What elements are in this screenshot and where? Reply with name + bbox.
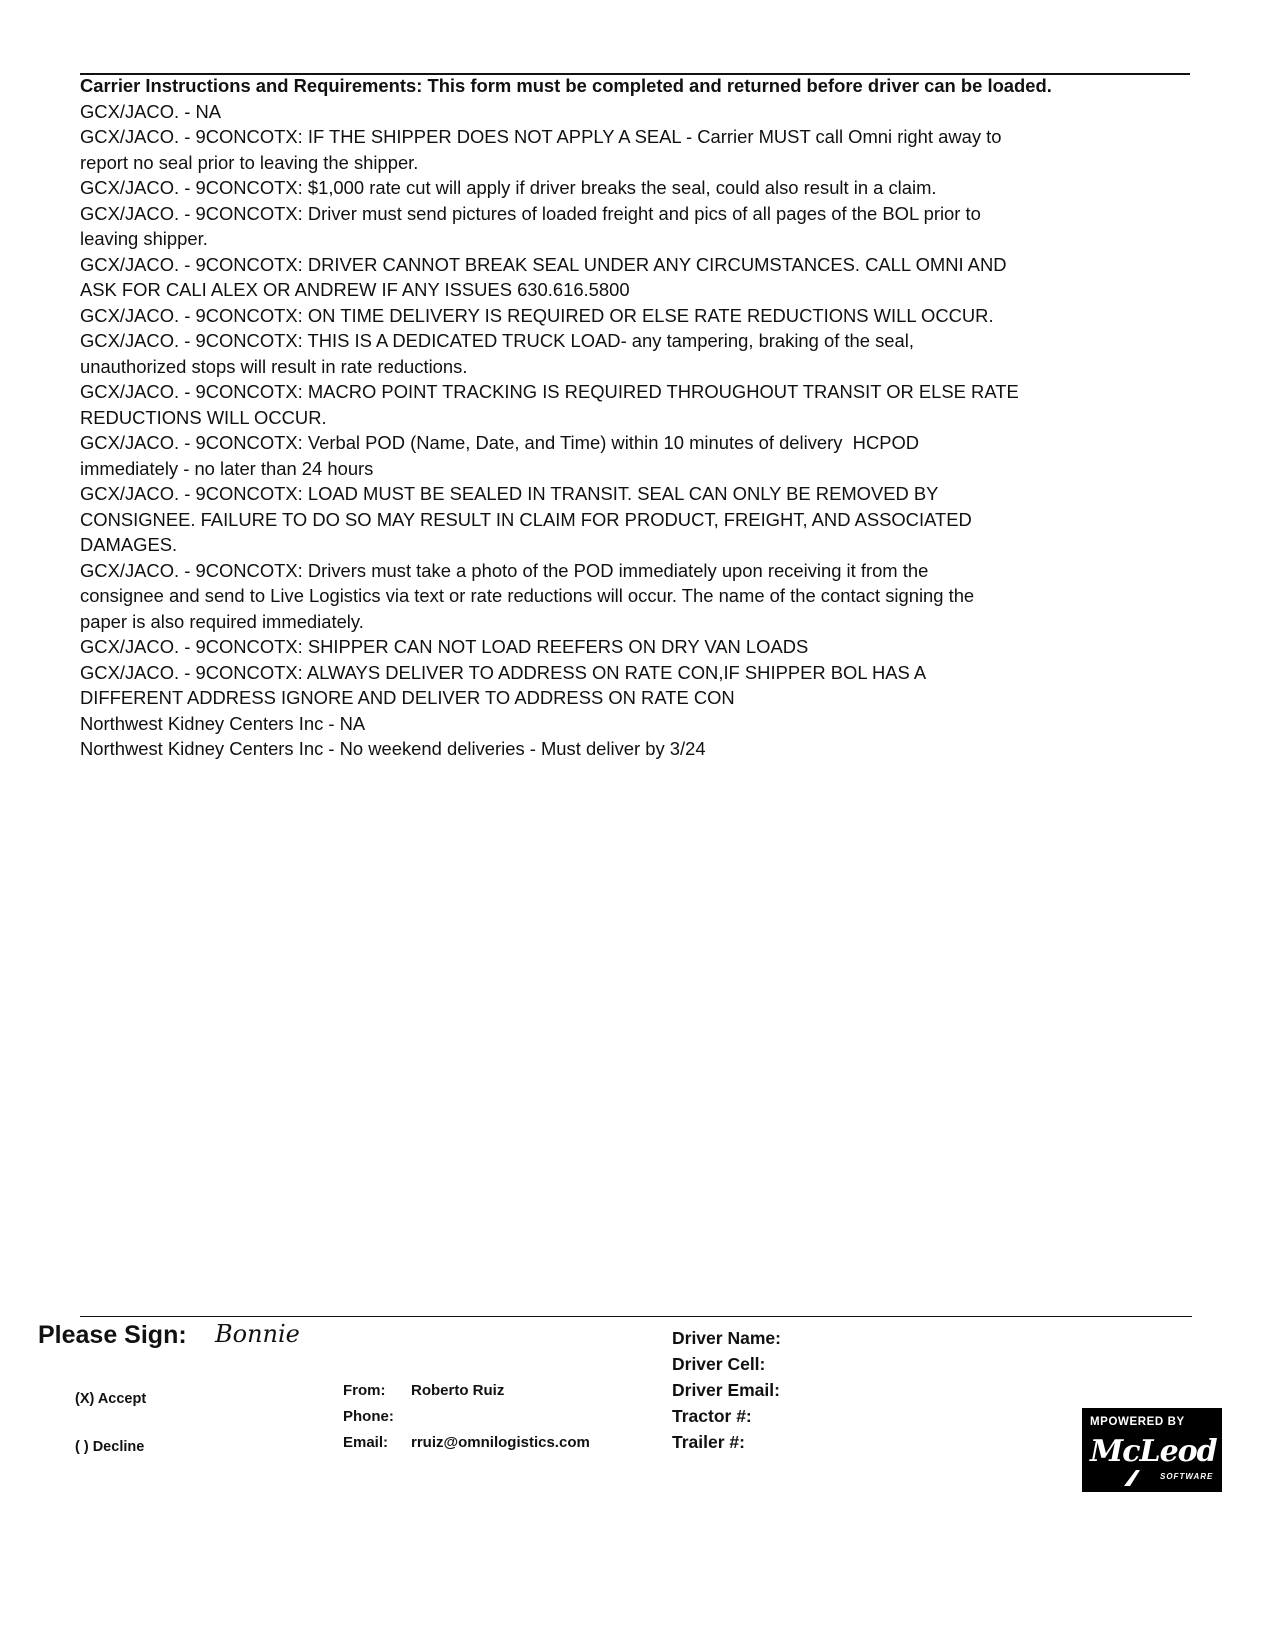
instruction-line: ASK FOR CALI ALEX OR ANDREW IF ANY ISSUES 630.616.5800 <box>80 279 630 300</box>
from-row <box>343 1378 590 1404</box>
phone-row <box>343 1404 590 1430</box>
carrier-instructions <box>80 73 1200 762</box>
instruction-line: Northwest Kidney Centers Inc - No weekend deliveries - Must deliver by 3/24 <box>80 738 706 759</box>
instruction-line: REDUCTIONS WILL OCCUR. <box>80 406 327 428</box>
instruction-line: GCX/JACO. - 9CONCOTX: MACRO POINT TRACKING IS REQUIRED THROUGHOUT TRANSIT OR ELSE RATE <box>80 381 1019 402</box>
instruction-line: GCX/JACO. - 9CONCOTX: ALWAYS DELIVER TO ADDRESS ON RATE CON,IF SHIPPER BOL HAS A <box>80 661 927 683</box>
tractor-label: Tractor #: <box>672 1406 752 1426</box>
instruction-line: GCX/JACO. - 9CONCOTX: Verbal POD (Name, Date, and Time) within 10 minutes of delivery HCPOD <box>80 432 920 453</box>
logo-sub-text: SOFTWARE <box>1160 1472 1214 1481</box>
driver-name-label: Driver Name: <box>672 1328 781 1348</box>
instruction-line: GCX/JACO. - 9CONCOTX: THIS IS A DEDICATED TRUCK LOAD- any tampering, braking of the seal, <box>80 330 914 351</box>
email-value: rruiz@omnilogistics.com <box>411 1434 590 1451</box>
instruction-line: GCX/JACO. - 9CONCOTX: Driver must send pictures of loaded freight and pics of all pages of the BOL prior to <box>80 202 981 224</box>
instruction-line: report no seal prior to leaving the shipper. <box>80 151 419 173</box>
instruction-line: GCX/JACO. - 9CONCOTX: Drivers must take a photo of the POD immediately upon receiving it from the <box>80 559 929 581</box>
signature-field[interactable]: Bonnie <box>215 1320 300 1348</box>
driver-block <box>672 1325 781 1455</box>
logo-top-text: MPOWERED BY <box>1090 1416 1185 1428</box>
instruction-line: GCX/JACO. - 9CONCOTX: DRIVER CANNOT BREAK SEAL UNDER ANY CIRCUMSTANCES. CALL OMNI AND <box>80 253 1007 275</box>
driver-email-label: Driver Email: <box>672 1380 780 1400</box>
accept-option[interactable]: (X) Accept <box>75 1391 147 1407</box>
instruction-line: leaving shipper. <box>80 228 208 249</box>
instruction-line: immediately - no later than 24 hours <box>80 457 374 479</box>
instruction-line: GCX/JACO. - 9CONCOTX: LOAD MUST BE SEALED IN TRANSIT. SEAL CAN ONLY BE REMOVED BY <box>80 483 939 504</box>
instruction-line: GCX/JACO. - 9CONCOTX: $1,000 rate cut will apply if driver breaks the seal, could also result in a claim. <box>80 177 937 198</box>
instruction-line: Northwest Kidney Centers Inc - NA <box>80 712 366 734</box>
instructions-list <box>80 99 1200 762</box>
instruction-line: GCX/JACO. - 9CONCOTX: SHIPPER CAN NOT LOAD REEFERS ON DRY VAN LOADS <box>80 636 809 657</box>
instruction-line: CONSIGNEE. FAILURE TO DO SO MAY RESULT IN CLAIM FOR PRODUCT, FREIGHT, AND ASSOCIATED <box>80 508 972 530</box>
mcleod-logo <box>1082 1408 1222 1492</box>
instruction-line: DAMAGES. <box>80 534 178 555</box>
contact-block <box>343 1378 590 1456</box>
from-value: Roberto Ruiz <box>411 1382 505 1399</box>
instructions-heading: Carrier Instructions and Requirements: This form must be completed and returned before driver can be loaded. <box>80 75 1052 96</box>
instruction-line: GCX/JACO. - 9CONCOTX: IF THE SHIPPER DOES NOT APPLY A SEAL - Carrier MUST call Omni right away to <box>80 126 1002 147</box>
logo-swoosh-icon <box>1122 1468 1152 1488</box>
decline-option[interactable]: ( ) Decline <box>75 1439 145 1455</box>
instruction-line: DIFFERENT ADDRESS IGNORE AND DELIVER TO ADDRESS ON RATE CON <box>80 687 735 708</box>
instruction-line: GCX/JACO. - 9CONCOTX: ON TIME DELIVERY IS REQUIRED OR ELSE RATE REDUCTIONS WILL OCCUR. <box>80 304 994 326</box>
trailer-label: Trailer #: <box>672 1432 745 1452</box>
phone-label: Phone: <box>343 1408 394 1425</box>
from-label: From: <box>343 1382 386 1399</box>
signature-rule <box>80 1316 1192 1317</box>
instruction-line: GCX/JACO. - NA <box>80 100 222 122</box>
email-label: Email: <box>343 1434 389 1451</box>
logo-brand-text: McLeod <box>1090 1434 1217 1469</box>
email-row <box>343 1430 590 1456</box>
please-sign-label: Please Sign: <box>38 1321 187 1349</box>
instruction-line: paper is also required immediately. <box>80 610 364 632</box>
instruction-line: unauthorized stops will result in rate reductions. <box>80 355 468 377</box>
driver-cell-label: Driver Cell: <box>672 1354 766 1374</box>
instruction-line: consignee and send to Live Logistics via text or rate reductions will occur. The name of the contact signing the <box>80 585 975 606</box>
